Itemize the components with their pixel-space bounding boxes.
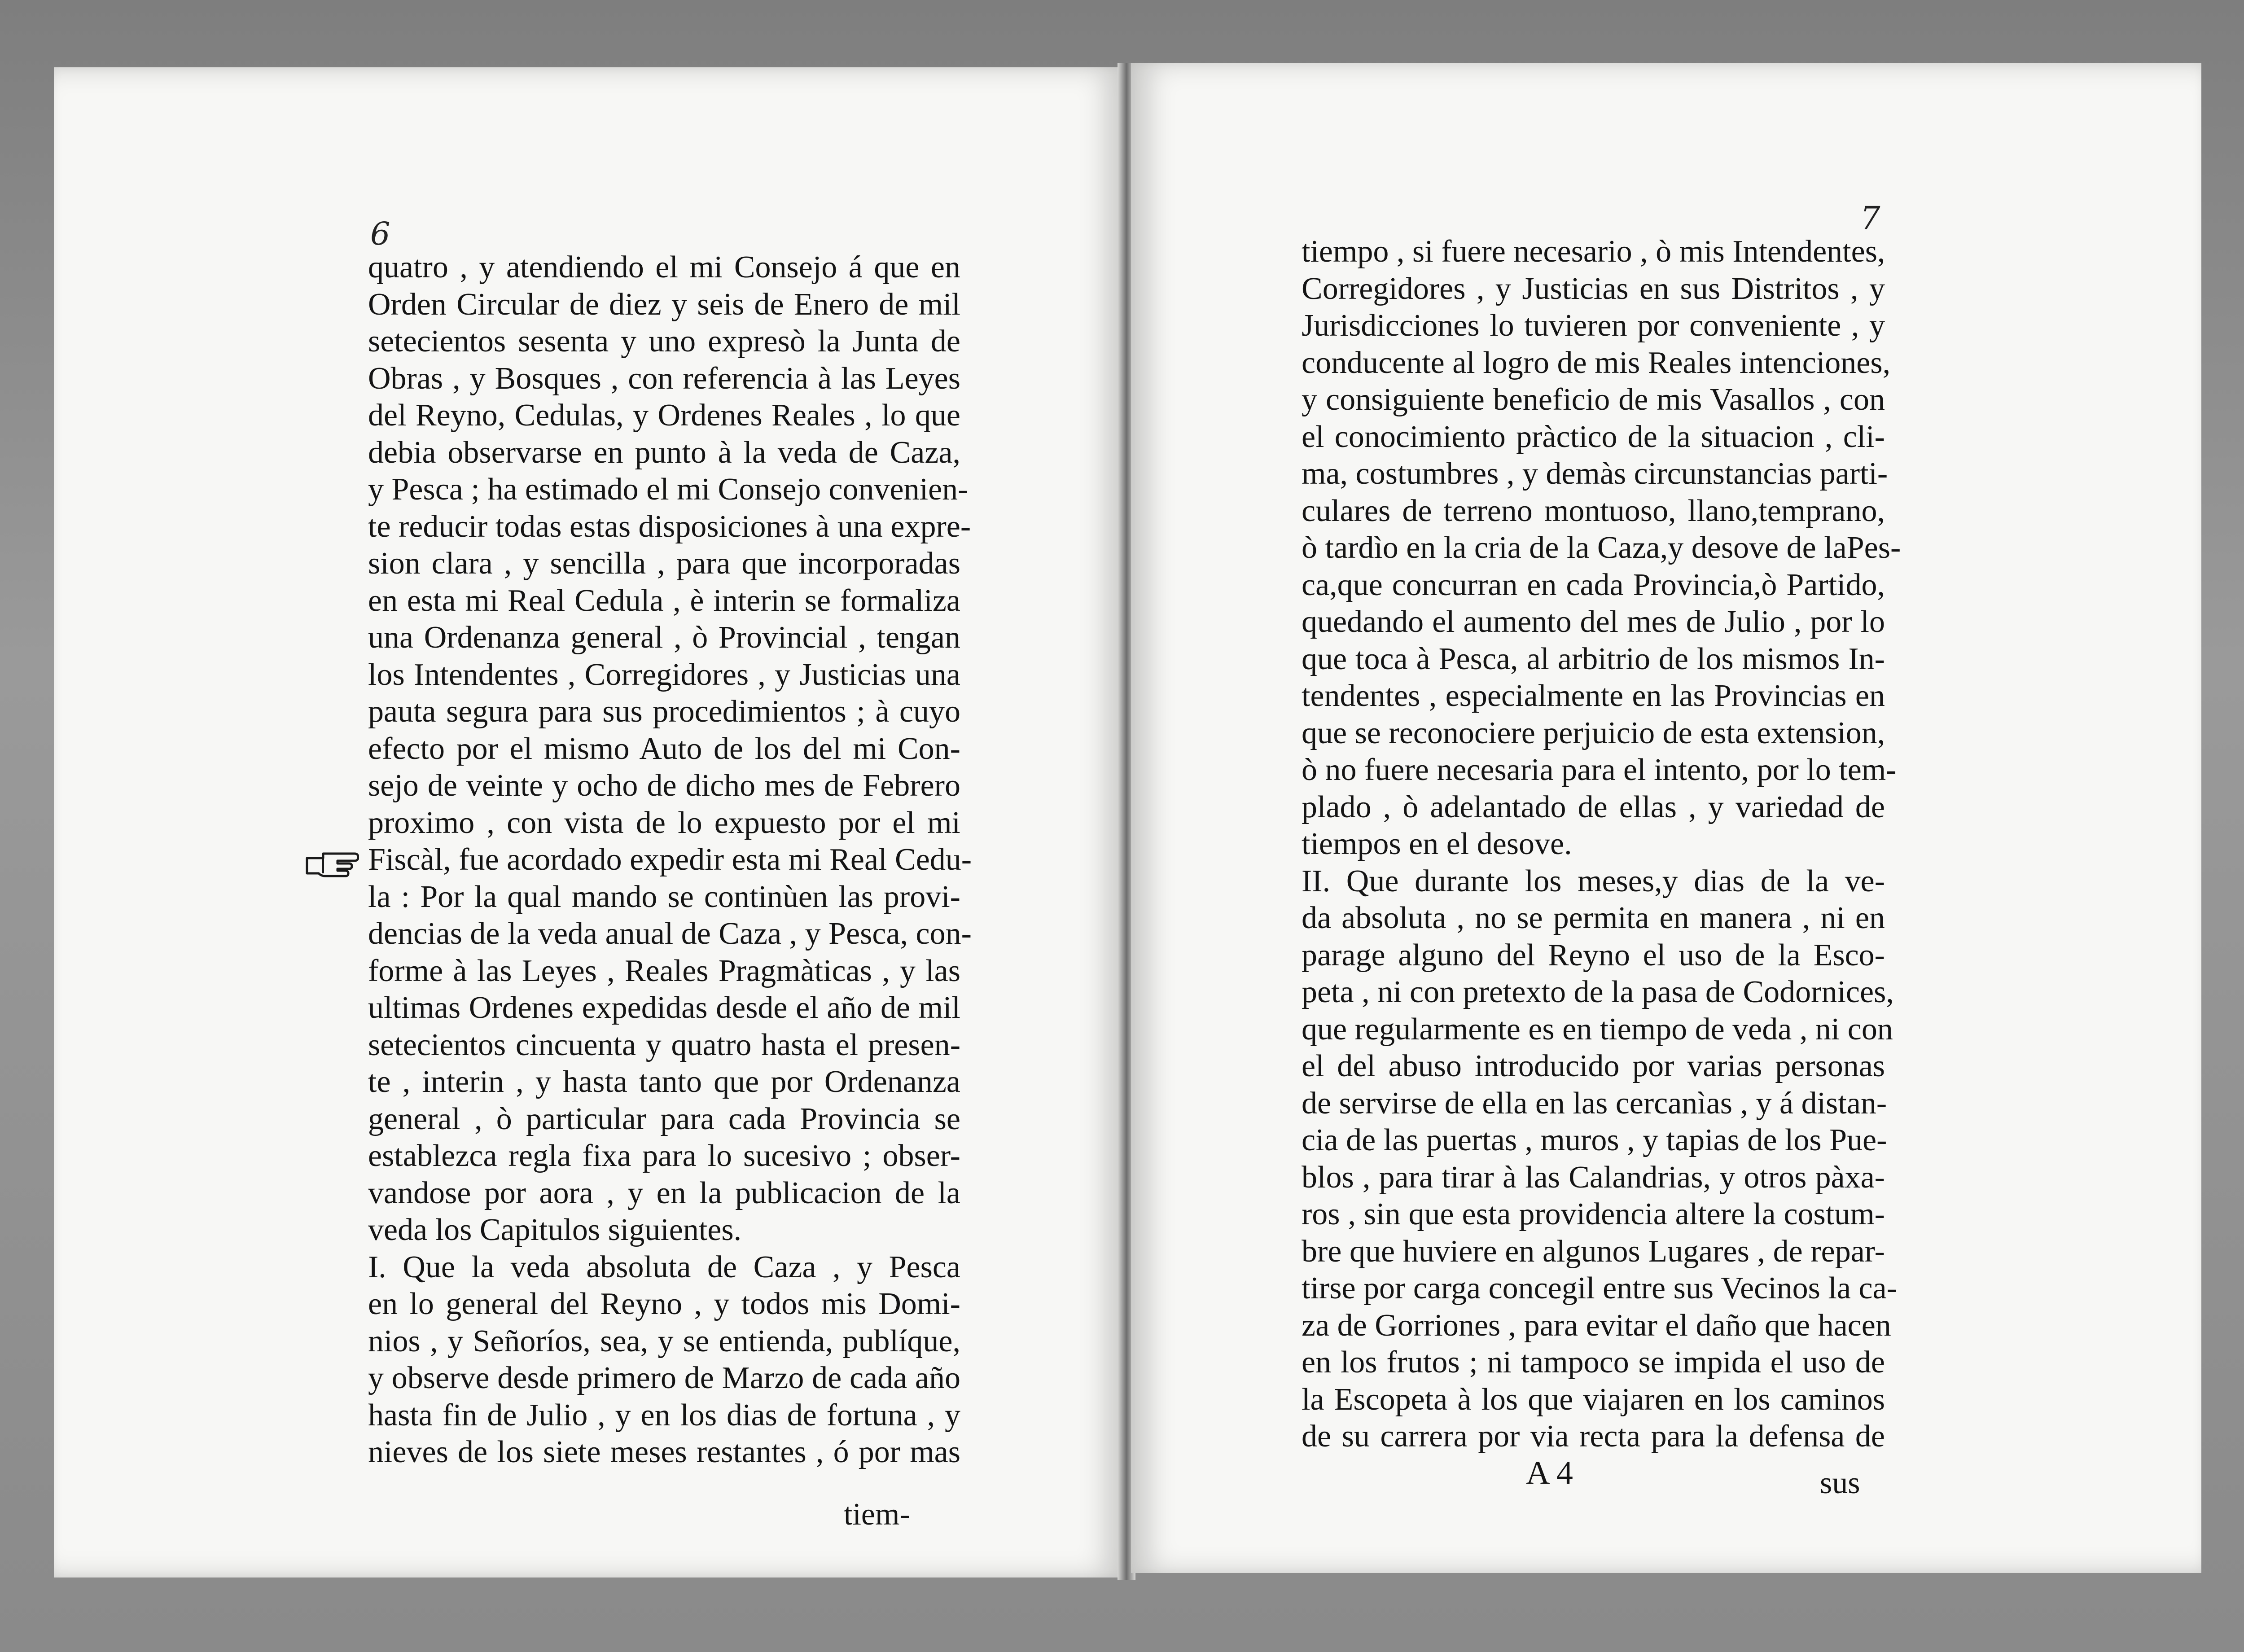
text-line: nieves de los siete meses restantes , ó por mas (368, 1435, 960, 1469)
text-line: ros , sin que esta providencia altere la costum- (1302, 1197, 1885, 1231)
signature-mark: A 4 (1526, 1455, 1573, 1491)
text-line: blos , para tirar à las Calandrias, y otros pàxa- (1302, 1160, 1885, 1195)
text-line: bre que huviere en algunos Lugares , de repar- (1302, 1234, 1885, 1269)
text-line: ò no fuere necesaria para el intento, por lo tem- (1302, 753, 1897, 787)
text-line: efecto por el mismo Auto de los del mi Con- (368, 731, 960, 766)
text-line: la Escopeta à los que viajaren en los caminos (1302, 1382, 1885, 1417)
text-line: Corregidores , y Justicias en sus Distritos , y (1302, 271, 1885, 306)
text-line: da absoluta , no se permita en manera , ni en (1302, 901, 1885, 935)
text-line: Jurisdicciones lo tuvieren por conveniente , y (1302, 308, 1885, 343)
text-line: nios , y Señoríos, sea, y se entienda, publíque, (368, 1323, 960, 1358)
text-line: Obras , y Bosques , con referencia à las Leyes (368, 361, 960, 396)
text-line: I. Que la veda absoluta de Caza , y Pesca (368, 1249, 960, 1284)
text-line: setecientos sesenta y uno expresò la Junta de (368, 324, 960, 359)
text-line: plado , ò adelantado de ellas , y variedad de (1302, 789, 1885, 824)
text-line: veda los Capitulos siguientes. (368, 1213, 742, 1247)
text-line: la : Por la qual mando se continùen las provi- (368, 879, 960, 914)
text-line: tiempo , si fuere necesario , ò mis Intendentes, (1302, 234, 1885, 269)
text-line: ma, costumbres , y demàs circunstancias parti- (1302, 456, 1888, 491)
text-line: que regularmente es en tiempo de veda , ni con (1302, 1012, 1893, 1047)
text-line: tirse por carga concegil entre sus Vecinos la ca- (1302, 1271, 1897, 1306)
text-line: en los frutos ; ni tampoco se impida el uso de (1302, 1345, 1885, 1380)
right-catchword: sus (1820, 1466, 1860, 1500)
right-page-number: 7 (1860, 200, 1880, 237)
text-line: quatro , y atendiendo el mi Consejo á que en (368, 250, 960, 285)
left-catchword: tiem- (844, 1497, 910, 1532)
text-line: quedando el aumento del mes de Julio , por lo (1302, 605, 1885, 639)
text-line: de su carrera por via recta para la defensa de (1302, 1419, 1885, 1454)
text-line: tiempos en el desove. (1302, 827, 1572, 861)
text-line: proximo , con vista de lo expuesto por el mi (368, 805, 960, 840)
text-line: hasta fin de Julio , y en los dias de fortuna , y (368, 1398, 960, 1433)
text-line: tendentes , especialmente en las Provincias en (1302, 679, 1885, 713)
text-line: za de Gorriones , para evitar el daño que hacen (1302, 1308, 1891, 1343)
text-line: ò tardìo en la cria de la Caza,y desove de laPes- (1302, 530, 1901, 565)
text-line: Orden Circular de diez y seis de Enero de mil (368, 287, 960, 322)
text-line: establezca regla fixa para lo sucesivo ; obser- (368, 1139, 960, 1173)
text-line: te reducir todas estas disposiciones à una expre- (368, 509, 971, 544)
text-line: te , interin , y hasta tanto que por Ordenanza (368, 1065, 960, 1099)
text-line: debia observarse en punto à la veda de Caza, (368, 435, 960, 470)
text-line: del Reyno, Cedulas, y Ordenes Reales , lo que (368, 398, 960, 433)
text-line: en esta mi Real Cedula , è interin se formaliza (368, 583, 960, 618)
text-line: setecientos cincuenta y quatro hasta el presen- (368, 1027, 960, 1062)
pointing-hand-icon (305, 848, 359, 880)
right-page-text (1302, 233, 1901, 1455)
text-line: culares de terreno montuoso, llano,temprano, (1302, 493, 1885, 528)
text-line: de servirse de ella en las cercanìas , y á distan- (1302, 1086, 1887, 1121)
left-page-text (368, 249, 972, 1471)
text-line: ca,que concurran en cada Provincia,ò Partido, (1302, 567, 1885, 602)
right-page (1131, 63, 2201, 1573)
text-line: vandose por aora , y en la publicacion de la (368, 1175, 960, 1210)
text-line: y observe desde primero de Marzo de cada año (368, 1361, 960, 1395)
text-line: en lo general del Reyno , y todos mis Domi- (368, 1287, 960, 1321)
text-line: cia de las puertas , muros , y tapias de los Pue- (1302, 1123, 1887, 1157)
text-line: II. Que durante los meses,y dias de la ve- (1302, 863, 1885, 898)
text-line: los Intendentes , Corregidores , y Justicias una (368, 657, 960, 692)
text-line: Fiscàl, fue acordado expedir esta mi Real Cedu- (368, 842, 972, 877)
text-line: dencias de la veda anual de Caza , y Pesca, con- (368, 916, 972, 951)
text-line: forme à las Leyes , Reales Pragmàticas , y las (368, 953, 960, 988)
text-line: que toca à Pesca, al arbitrio de los mismos In- (1302, 641, 1885, 676)
text-line: y consiguiente beneficio de mis Vasallos , con (1302, 382, 1885, 417)
left-page (54, 67, 1124, 1578)
text-line: parage alguno del Reyno el uso de la Esco- (1302, 938, 1885, 973)
left-page-number: 6 (370, 215, 390, 252)
text-line: y Pesca ; ha estimado el mi Consejo convenien- (368, 472, 969, 507)
text-line: que se reconociere perjuicio de esta extension, (1302, 715, 1885, 750)
text-line: general , ò particular para cada Provincia se (368, 1101, 960, 1136)
text-line: pauta segura para sus procedimientos ; à cuyo (368, 694, 960, 729)
text-line: conducente al logro de mis Reales intenciones, (1302, 345, 1891, 380)
text-line: una Ordenanza general , ò Provincial , tengan (368, 620, 960, 655)
text-line: peta , ni con pretexto de la pasa de Codornices, (1302, 975, 1894, 1009)
text-line: ultimas Ordenes expedidas desde el año de mil (368, 990, 960, 1025)
text-line: sejo de veinte y ocho de dicho mes de Febrero (368, 768, 960, 803)
text-line: sion clara , y sencilla , para que incorporadas (368, 546, 960, 581)
text-line: el del abuso introducido por varias personas (1302, 1049, 1885, 1083)
text-line: el conocimiento pràctico de la situacion , cli- (1302, 419, 1885, 454)
